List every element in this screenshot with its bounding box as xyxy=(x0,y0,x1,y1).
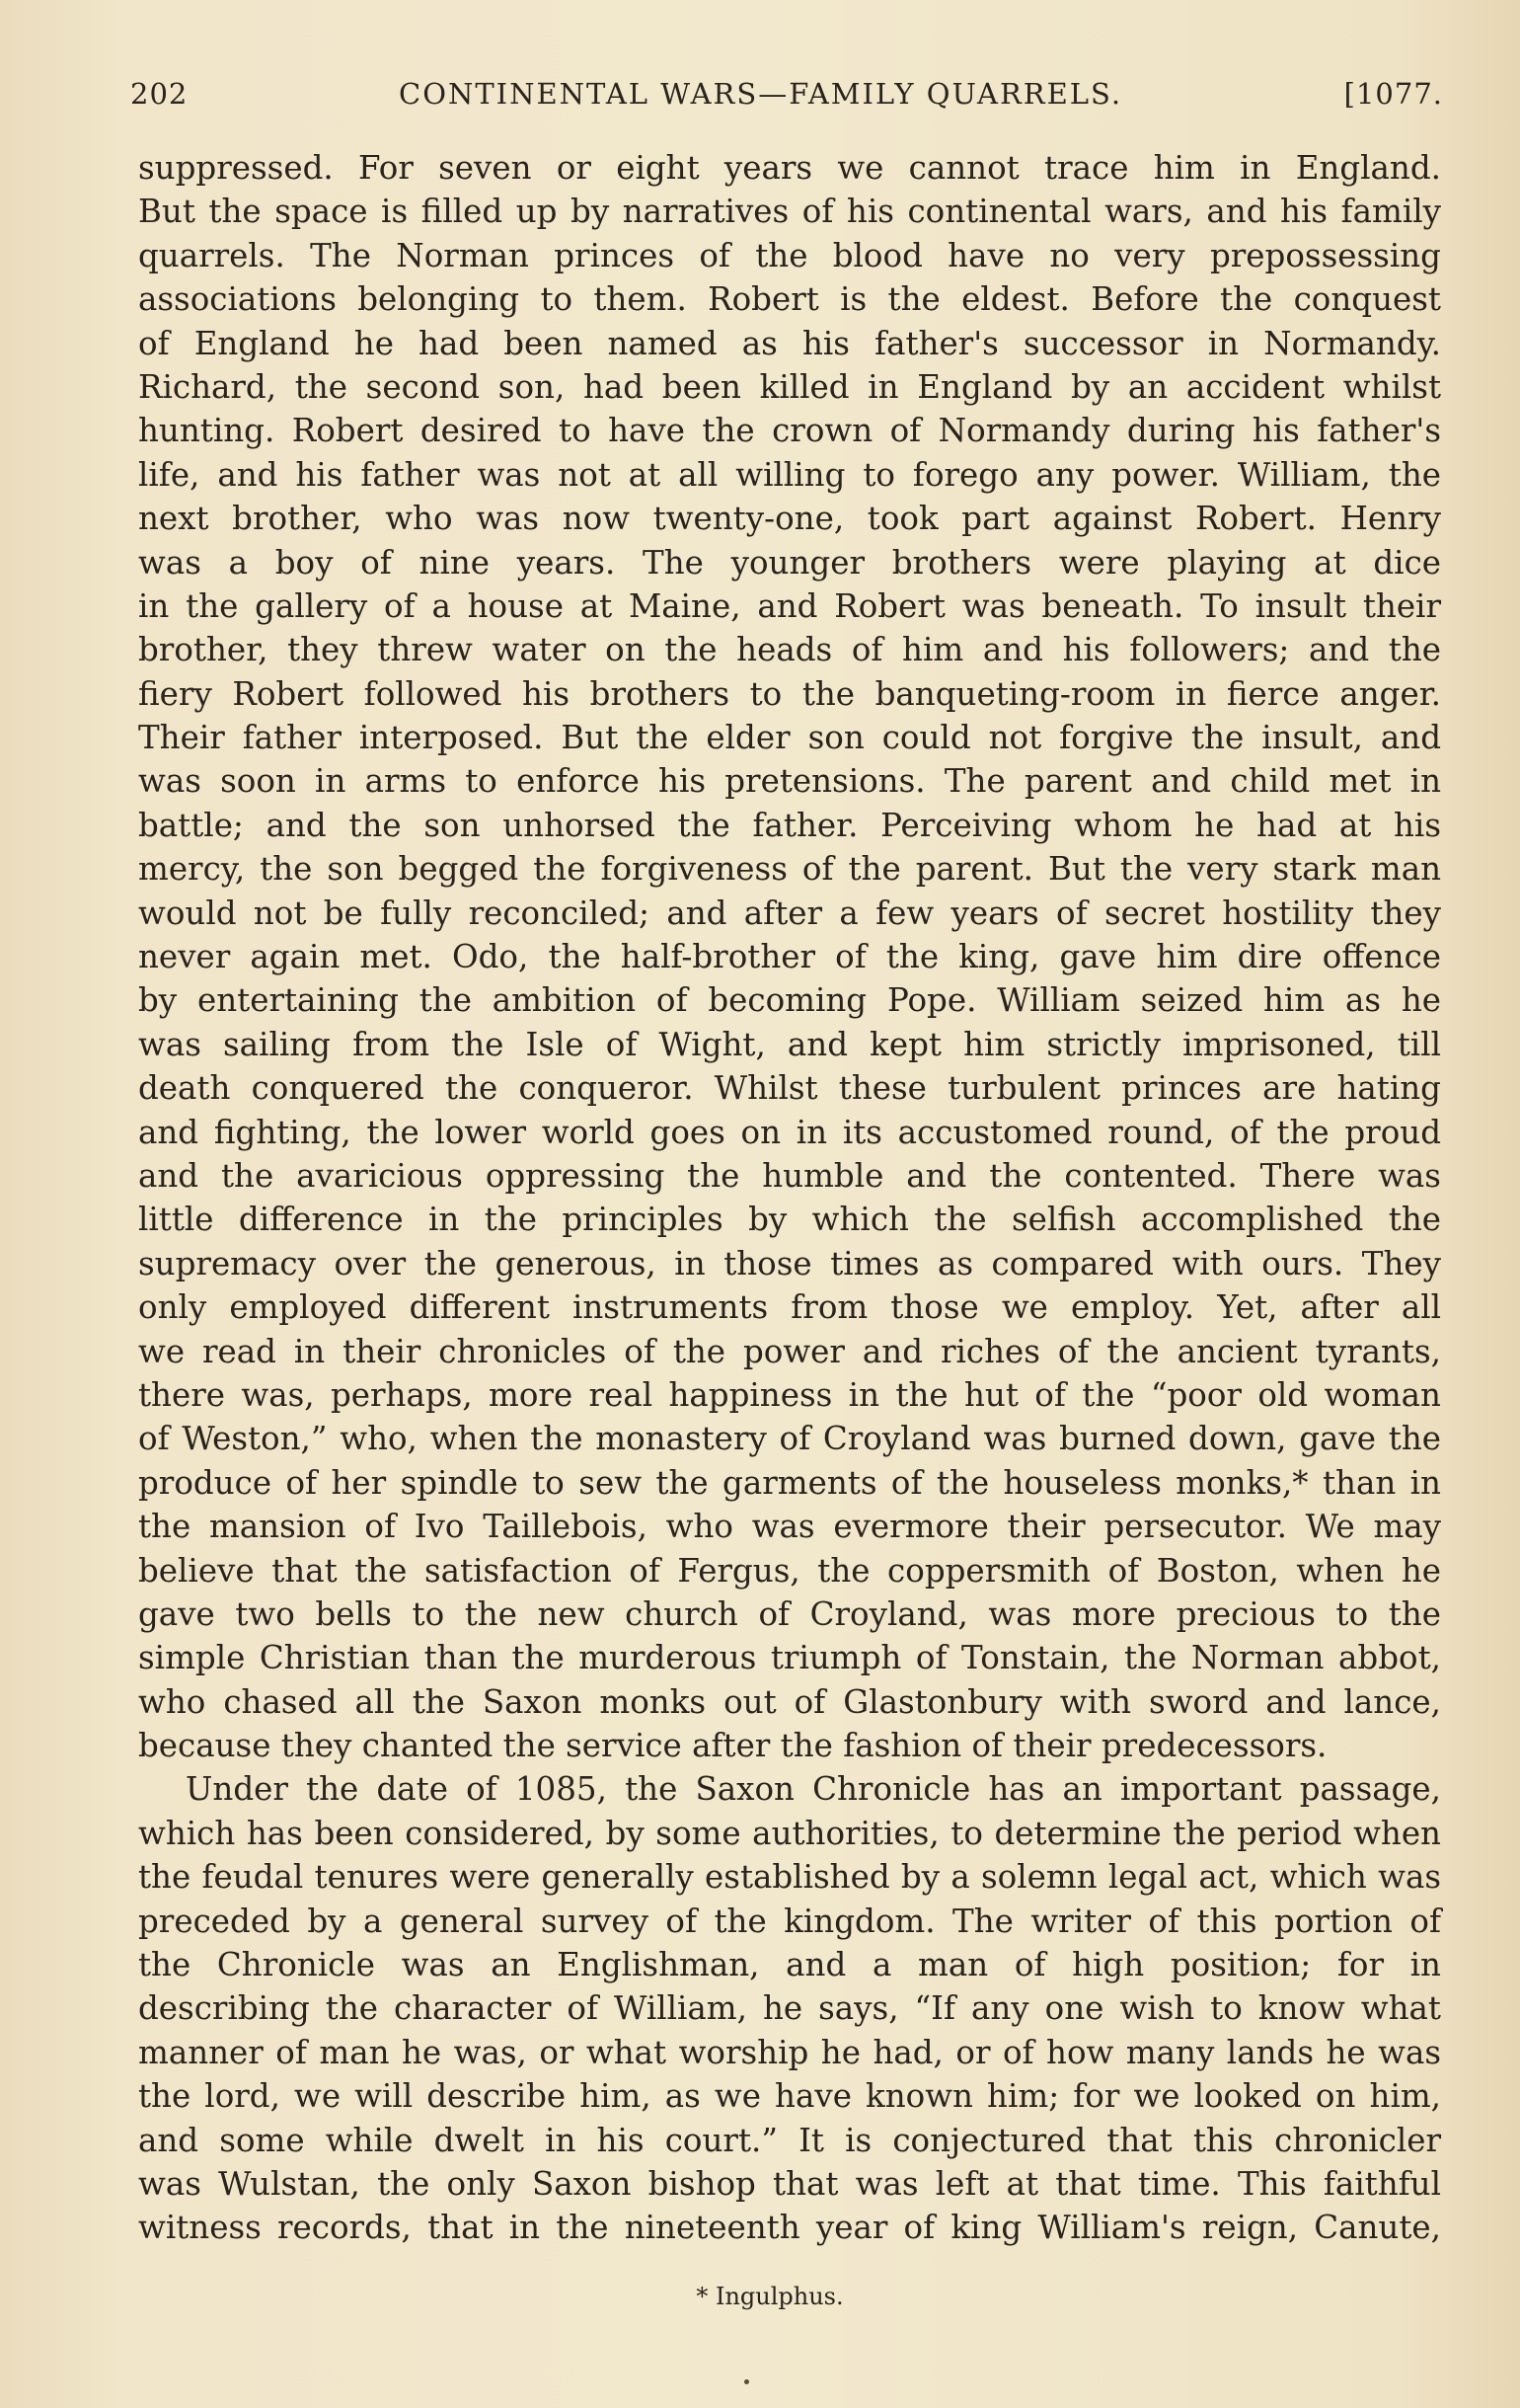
text-line: brother, they threw water on the heads of him and his followers; and the xyxy=(138,631,1441,669)
text-line: Under the date of 1085, the Saxon Chronicle has an important passage, xyxy=(186,1770,1441,1809)
text-line: battle; and the son unhorsed the father. Perceiving whom he had at his xyxy=(138,806,1441,844)
text-line: was sailing from the Isle of Wight, and kept him strictly imprisoned, till xyxy=(138,1025,1441,1063)
text-line: never again met. Odo, the half-brother of the king, gave him dire offence xyxy=(138,938,1441,976)
text-line: simple Christian than the murderous triumph of Tonstain, the Norman abbot, xyxy=(138,1639,1441,1677)
text-line: and some while dwelt in his court.” It is conjectured that this chronicler xyxy=(138,2121,1441,2159)
text-line: the feudal tenures were generally established by a solemn legal act, which was xyxy=(138,1858,1441,1897)
text-line: there was, perhaps, more real happiness in the hut of the “poor old woman xyxy=(138,1375,1441,1414)
text-line: the Chronicle was an Englishman, and a man of high position; for in xyxy=(138,1946,1441,1984)
text-line: we read in their chronicles of the power and riches of the ancient tyrants, xyxy=(138,1332,1441,1370)
header-year: [1077. xyxy=(1343,77,1443,111)
text-line: life, and his father was not at all willing to forego any power. William, the xyxy=(138,455,1441,494)
text-line: by entertaining the ambition of becoming Pope. William seized him as he xyxy=(138,981,1441,1020)
text-line: witness records, that in the nineteenth year of king William's reign, Canute, xyxy=(138,2209,1441,2247)
footnote: * Ingulphus. xyxy=(696,2283,844,2310)
text-line: and the avaricious oppressing the humble and the contented. There was xyxy=(138,1156,1441,1195)
text-line: which has been considered, by some authorities, to determine the period when xyxy=(138,1814,1441,1852)
text-line: of Weston,” who, when the monastery of Croyland was burned down, gave the xyxy=(138,1420,1441,1458)
text-line: would not be fully reconciled; and after a few years of secret hostility they xyxy=(138,893,1441,932)
text-line: Richard, the second son, had been killed in England by an accident whilst xyxy=(138,367,1441,406)
text-line: was a boy of nine years. The younger brothers were playing at dice xyxy=(138,543,1441,582)
text-line: who chased all the Saxon monks out of Glastonbury with sword and lance, xyxy=(138,1682,1441,1721)
text-line: only employed different instruments from those we employ. Yet, after all xyxy=(138,1288,1441,1327)
text-line: manner of man he was, or what worship he had, or of how many lands he was xyxy=(138,2033,1441,2071)
text-line: the lord, we will describe him, as we have known him; for we looked on him, xyxy=(138,2077,1441,2116)
text-line: the mansion of Ivo Taillebois, who was evermore their persecutor. We may xyxy=(138,1508,1441,1546)
page-header xyxy=(130,77,1443,126)
text-line: suppressed. For seven or eight years we cannot trace him in England. xyxy=(138,149,1441,187)
text-line: because they chanted the service after the fashion of their predecessors. xyxy=(138,1727,1328,1765)
text-line: fiery Robert followed his brothers to the banqueting-room in fierce anger. xyxy=(138,674,1441,713)
running-title: CONTINENTAL WARS—FAMILY QUARRELS. xyxy=(399,77,1123,111)
text-line: produce of her spindle to sew the garments of the houseless monks,* than in xyxy=(138,1463,1441,1502)
text-line: and fighting, the lower world goes on in its accustomed round, of the proud xyxy=(138,1113,1441,1151)
text-line: Their father interposed. But the elder son could not forgive the insult, and xyxy=(138,719,1441,757)
text-line: supremacy over the generous, in those times as compared with ours. They xyxy=(138,1244,1441,1282)
text-line: preceded by a general survey of the kingdom. The writer of this portion of xyxy=(138,1902,1441,1940)
text-line: little difference in the principles by which the selfish accomplished the xyxy=(138,1201,1441,1239)
text-line: believe that the satisfaction of Fergus, the coppersmith of Boston, when he xyxy=(138,1551,1441,1590)
text-line: describing the character of William, he says, “If any one wish to know what xyxy=(138,1989,1441,2028)
text-line: hunting. Robert desired to have the crown of Normandy during his father's xyxy=(138,412,1441,450)
text-line: in the gallery of a house at Maine, and Robert was beneath. To insult their xyxy=(138,586,1441,625)
page-number: 202 xyxy=(130,77,189,111)
text-line: was soon in arms to enforce his pretensions. The parent and child met in xyxy=(138,762,1441,801)
paragraph xyxy=(138,146,1441,1767)
print-speck xyxy=(744,2379,749,2384)
text-line: death conquered the conqueror. Whilst these turbulent princes are hating xyxy=(138,1069,1441,1108)
text-line: associations belonging to them. Robert is the eldest. Before the conquest xyxy=(138,280,1441,319)
text-line: of England he had been named as his father's successor in Normandy. xyxy=(138,324,1441,362)
text-line: gave two bells to the new church of Croyland, was more precious to the xyxy=(138,1594,1441,1633)
text-line: was Wulstan, the only Saxon bishop that was left at that time. This faithful xyxy=(138,2164,1441,2203)
text-line: But the space is filled up by narratives of his continental wars, and his family xyxy=(138,193,1441,231)
text-line: mercy, the son begged the forgiveness of the parent. But the very stark man xyxy=(138,850,1441,889)
text-line: next brother, who was now twenty-one, took part against Robert. Henry xyxy=(138,500,1441,538)
text-line: quarrels. The Norman princes of the blood have no very prepossessing xyxy=(138,236,1441,274)
paragraph xyxy=(138,1767,1441,2249)
body-text xyxy=(138,146,1441,2250)
